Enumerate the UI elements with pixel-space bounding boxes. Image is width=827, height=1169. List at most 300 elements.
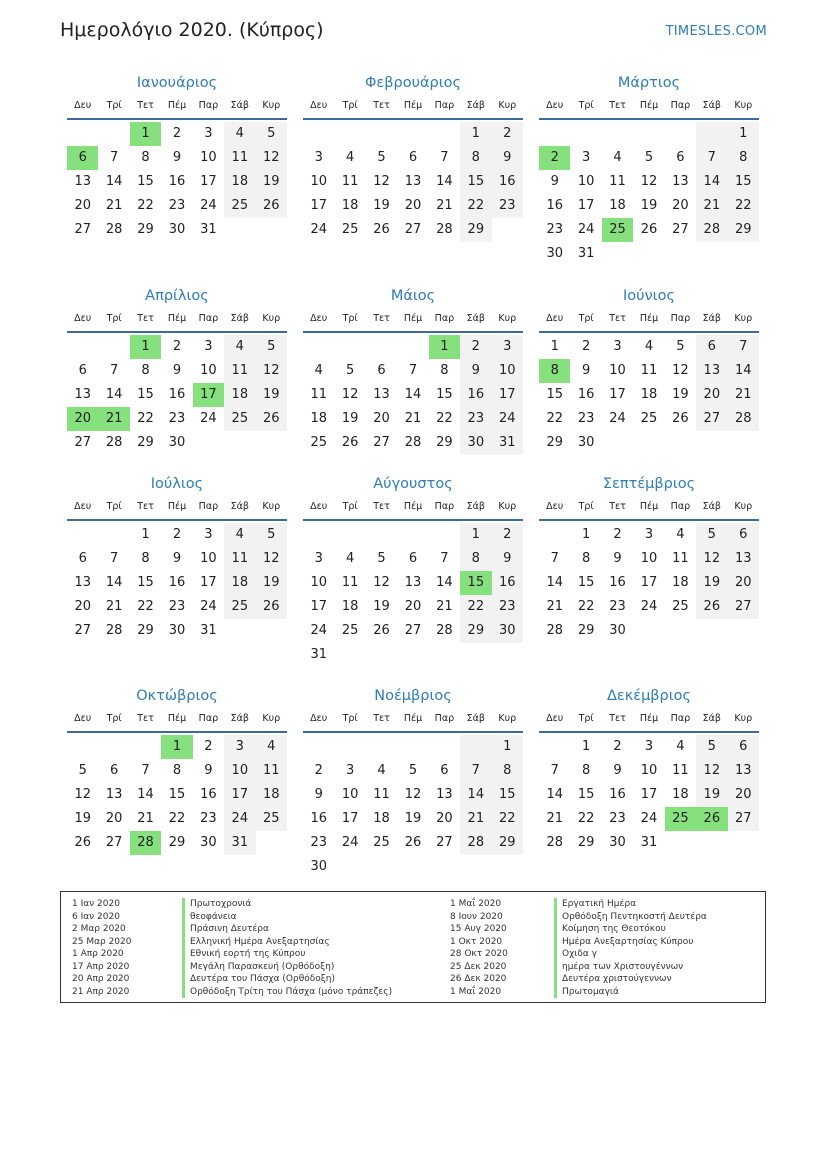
holiday-day-cell: 28 xyxy=(130,831,161,855)
day-cell: 6 xyxy=(109,763,119,778)
day-cell: 2 xyxy=(460,335,491,359)
day-cell: 14 xyxy=(546,787,563,802)
weekday-label: Πέμ xyxy=(639,501,659,512)
holiday-day-cell: 20 xyxy=(67,407,98,431)
day-cell: 9 xyxy=(314,787,323,802)
day-cell: 19 xyxy=(341,411,359,426)
day-cell: 7 xyxy=(696,146,727,170)
day-cell: 16 xyxy=(577,387,595,402)
day-cell: 24 xyxy=(577,222,595,237)
empty-cell xyxy=(303,523,334,547)
day-cell: 2 xyxy=(581,339,591,354)
month-calendar xyxy=(303,473,523,667)
weekday-label: Κυρ xyxy=(734,100,753,111)
legend-dates-left xyxy=(72,898,182,998)
day-cell: 9 xyxy=(550,174,559,189)
day-cell: 20 xyxy=(404,599,422,614)
day-cell: 27 xyxy=(672,222,689,237)
day-cell: 22 xyxy=(577,811,595,826)
empty-cell xyxy=(696,122,727,146)
holiday-day-cell: 25 xyxy=(665,807,696,831)
weekday-label: Τρί xyxy=(578,313,594,324)
day-cell: 9 xyxy=(204,763,213,778)
day-cell: 24 xyxy=(310,222,327,237)
day-cell: 23 xyxy=(546,222,563,237)
month-calendar xyxy=(67,72,287,242)
weekday-header xyxy=(539,707,759,733)
weekday-label: Πέμ xyxy=(403,501,423,512)
day-grid xyxy=(539,521,759,643)
empty-cell xyxy=(539,523,570,547)
day-cell: 5 xyxy=(408,763,418,778)
legend-holiday-name: θεοφάνεια xyxy=(182,911,432,924)
weekday-label: Σάβ xyxy=(466,713,485,724)
day-cell: 21 xyxy=(696,194,727,218)
day-cell: 24 xyxy=(200,599,217,614)
day-cell: 29 xyxy=(137,435,154,450)
day-cell: 3 xyxy=(204,339,213,354)
weekday-label: Τετ xyxy=(137,100,154,111)
day-cell: 25 xyxy=(224,595,255,619)
day-cell: 11 xyxy=(640,363,658,378)
day-cell: 7 xyxy=(550,763,559,778)
weekday-header xyxy=(539,495,759,521)
day-cell: 25 xyxy=(224,194,255,218)
legend-holiday-name: Εθνική εορτή της Κύπρου xyxy=(182,948,432,961)
weekday-label: Κυρ xyxy=(262,501,281,512)
day-cell: 4 xyxy=(345,551,355,566)
day-cell: 30 xyxy=(168,222,186,237)
empty-cell xyxy=(366,122,397,146)
weekday-label: Παρ xyxy=(670,713,691,724)
day-cell: 21 xyxy=(436,599,453,614)
day-cell: 6 xyxy=(696,335,727,359)
legend-date: 28 Οκτ 2020 xyxy=(450,949,508,959)
weekday-label: Τετ xyxy=(609,713,626,724)
day-cell: 5 xyxy=(377,150,386,165)
day-cell: 3 xyxy=(345,763,355,778)
day-cell: 18 xyxy=(609,198,626,213)
holiday-legend xyxy=(60,891,766,1003)
day-cell: 16 xyxy=(168,575,186,590)
empty-cell xyxy=(429,735,460,759)
day-cell: 26 xyxy=(672,411,689,426)
day-cell: 6 xyxy=(408,150,418,165)
day-cell: 2 xyxy=(172,126,182,141)
day-cell: 14 xyxy=(436,174,453,189)
day-cell: 29 xyxy=(436,435,453,450)
weekday-label: Τρί xyxy=(342,313,358,324)
legend-holiday-name: Πρωτοχρονιά xyxy=(182,898,432,911)
weekday-header xyxy=(303,94,523,120)
month-calendar xyxy=(539,473,759,643)
legend-holiday-name: ημέρα των Χριστουγέννων xyxy=(554,961,804,974)
day-cell: 7 xyxy=(728,335,759,359)
day-cell: 6 xyxy=(377,363,386,378)
day-cell: 19 xyxy=(640,198,658,213)
empty-cell xyxy=(303,735,334,759)
day-cell: 10 xyxy=(310,575,327,590)
weekday-label: Παρ xyxy=(670,100,691,111)
day-cell: 15 xyxy=(546,387,563,402)
day-cell: 14 xyxy=(436,575,453,590)
day-cell: 9 xyxy=(613,551,622,566)
day-cell: 1 xyxy=(581,739,591,754)
day-cell: 12 xyxy=(404,787,422,802)
day-cell: 11 xyxy=(373,787,390,802)
empty-cell xyxy=(67,523,98,547)
day-cell: 2 xyxy=(613,739,622,754)
day-cell: 26 xyxy=(256,595,287,619)
day-cell: 4 xyxy=(613,150,622,165)
day-cell: 1 xyxy=(492,735,523,759)
day-cell: 23 xyxy=(609,599,626,614)
empty-cell xyxy=(334,335,365,359)
empty-cell xyxy=(366,523,397,547)
weekday-label: Πέμ xyxy=(403,713,423,724)
legend-names-left xyxy=(182,898,432,998)
day-cell: 29 xyxy=(577,835,595,850)
weekday-header xyxy=(67,94,287,120)
month-name: Απρίλιος xyxy=(145,288,209,304)
empty-cell xyxy=(303,335,334,359)
day-cell: 29 xyxy=(728,218,759,242)
weekday-label: Πέμ xyxy=(403,313,423,324)
day-cell: 11 xyxy=(224,359,255,383)
day-cell: 28 xyxy=(696,218,727,242)
weekday-label: Σάβ xyxy=(466,501,485,512)
day-cell: 11 xyxy=(310,387,327,402)
day-cell: 18 xyxy=(224,170,255,194)
day-cell: 23 xyxy=(492,194,523,218)
weekday-label: Πέμ xyxy=(167,713,187,724)
legend-date: 20 Απρ 2020 xyxy=(72,974,130,984)
weekday-label: Κυρ xyxy=(262,713,281,724)
weekday-label: Δευ xyxy=(74,501,92,512)
day-cell: 23 xyxy=(609,811,626,826)
day-cell: 16 xyxy=(200,787,217,802)
day-cell: 27 xyxy=(728,595,759,619)
empty-cell xyxy=(366,335,397,359)
day-cell: 10 xyxy=(224,759,255,783)
day-cell: 17 xyxy=(609,387,626,402)
weekday-label: Πέμ xyxy=(167,100,187,111)
day-cell: 8 xyxy=(728,146,759,170)
weekday-label: Κυρ xyxy=(498,100,517,111)
day-cell: 13 xyxy=(373,387,390,402)
day-cell: 26 xyxy=(373,623,390,638)
day-cell: 4 xyxy=(224,523,255,547)
weekday-label: Δευ xyxy=(546,313,564,324)
weekday-label: Πέμ xyxy=(639,313,659,324)
day-cell: 22 xyxy=(436,411,453,426)
day-cell: 22 xyxy=(577,599,595,614)
day-cell: 28 xyxy=(105,435,123,450)
legend-date: 1 Μαΐ 2020 xyxy=(450,899,502,909)
day-cell: 18 xyxy=(224,383,255,407)
day-cell: 19 xyxy=(373,599,390,614)
day-cell: 15 xyxy=(168,787,186,802)
day-cell: 16 xyxy=(168,387,186,402)
day-cell: 12 xyxy=(373,174,390,189)
day-cell: 3 xyxy=(581,150,591,165)
day-cell: 8 xyxy=(460,146,491,170)
legend-holiday-name: Ημέρα Ανεξαρτησίας Κύπρου xyxy=(554,936,804,949)
month-name: Νοέμβριος xyxy=(374,688,452,704)
weekday-label: Τρί xyxy=(106,313,122,324)
day-cell: 30 xyxy=(200,835,217,850)
empty-cell xyxy=(539,735,570,759)
empty-cell xyxy=(602,122,633,146)
weekday-label: Κυρ xyxy=(498,713,517,724)
day-cell: 14 xyxy=(546,575,563,590)
month-calendar xyxy=(303,285,523,455)
day-cell: 24 xyxy=(609,411,626,426)
day-cell: 21 xyxy=(460,807,491,831)
legend-date: 1 Μαΐ 2020 xyxy=(450,986,502,997)
day-grid xyxy=(539,733,759,855)
day-cell: 5 xyxy=(644,150,654,165)
day-cell: 13 xyxy=(728,759,759,783)
weekday-label: Πέμ xyxy=(403,100,423,111)
legend-holiday-name: Μεγάλη Παρασκευή (Ορθόδοξη) xyxy=(182,961,432,974)
day-cell: 20 xyxy=(436,811,453,826)
day-cell: 22 xyxy=(168,811,186,826)
weekday-label: Τρί xyxy=(106,501,122,512)
empty-cell xyxy=(397,735,428,759)
day-cell: 5 xyxy=(345,363,355,378)
day-cell: 14 xyxy=(460,783,491,807)
day-cell: 17 xyxy=(640,787,658,802)
day-cell: 9 xyxy=(172,551,182,566)
weekday-label: Κυρ xyxy=(734,313,753,324)
day-cell: 3 xyxy=(204,527,213,542)
day-cell: 29 xyxy=(460,218,491,242)
day-cell: 30 xyxy=(609,623,626,638)
day-cell: 27 xyxy=(404,222,422,237)
day-cell: 4 xyxy=(345,150,355,165)
day-cell: 2 xyxy=(314,763,323,778)
day-cell: 7 xyxy=(109,363,119,378)
legend-date: 2 Μαρ 2020 xyxy=(72,924,126,934)
day-cell: 21 xyxy=(436,198,453,213)
weekday-label: Παρ xyxy=(434,313,455,324)
day-cell: 9 xyxy=(581,363,591,378)
day-cell: 3 xyxy=(613,339,622,354)
holiday-day-cell: 6 xyxy=(67,146,98,170)
month-calendar xyxy=(67,685,287,855)
day-grid xyxy=(67,333,287,455)
empty-cell xyxy=(334,122,365,146)
day-cell: 27 xyxy=(373,435,390,450)
day-cell: 10 xyxy=(310,174,327,189)
holiday-day-cell: 21 xyxy=(98,407,129,431)
day-cell: 17 xyxy=(577,198,595,213)
day-cell: 12 xyxy=(256,547,287,571)
day-cell: 1 xyxy=(141,527,150,542)
weekday-label: Τετ xyxy=(373,501,390,512)
day-cell: 23 xyxy=(168,198,186,213)
day-cell: 9 xyxy=(172,363,182,378)
day-cell: 14 xyxy=(404,387,422,402)
day-cell: 13 xyxy=(74,174,91,189)
day-cell: 27 xyxy=(105,835,123,850)
weekday-label: Παρ xyxy=(434,713,455,724)
day-cell: 27 xyxy=(728,807,759,831)
day-cell: 18 xyxy=(224,571,255,595)
weekday-label: Σάβ xyxy=(466,313,485,324)
day-cell: 18 xyxy=(672,787,689,802)
day-cell: 22 xyxy=(137,599,154,614)
day-grid xyxy=(539,120,759,266)
day-cell: 16 xyxy=(492,571,523,595)
day-cell: 25 xyxy=(341,222,359,237)
weekday-label: Παρ xyxy=(198,100,219,111)
day-cell: 25 xyxy=(341,623,359,638)
day-cell: 24 xyxy=(310,623,327,638)
legend-date: 8 Ιουν 2020 xyxy=(450,911,503,922)
legend-dates-right xyxy=(450,898,560,998)
empty-cell xyxy=(334,735,365,759)
day-cell: 11 xyxy=(341,174,359,189)
day-cell: 16 xyxy=(168,174,186,189)
weekday-label: Δευ xyxy=(546,100,564,111)
day-cell: 9 xyxy=(492,547,523,571)
day-cell: 23 xyxy=(460,407,491,431)
weekday-label: Τρί xyxy=(578,100,594,111)
day-cell: 15 xyxy=(137,575,154,590)
day-cell: 20 xyxy=(373,411,390,426)
weekday-label: Σάβ xyxy=(230,100,249,111)
legend-holiday-name: Δευτέρα του Πάσχα (Ορθόδοξη) xyxy=(182,973,432,986)
day-cell: 3 xyxy=(204,126,213,141)
day-cell: 2 xyxy=(492,523,523,547)
day-cell: 22 xyxy=(546,411,563,426)
legend-holiday-name: Ορθόδοξη Πεντηκοστή Δευτέρα xyxy=(554,911,804,924)
day-cell: 1 xyxy=(728,122,759,146)
day-cell: 19 xyxy=(696,783,727,807)
empty-cell xyxy=(633,122,664,146)
weekday-label: Δευ xyxy=(310,713,328,724)
holiday-day-cell: 1 xyxy=(429,335,460,359)
weekday-label: Τρί xyxy=(578,713,594,724)
day-cell: 24 xyxy=(200,411,217,426)
day-cell: 7 xyxy=(440,150,449,165)
day-cell: 28 xyxy=(404,435,422,450)
weekday-label: Τετ xyxy=(137,713,154,724)
day-grid xyxy=(303,521,523,667)
day-cell: 12 xyxy=(696,759,727,783)
day-cell: 13 xyxy=(696,359,727,383)
holiday-day-cell: 1 xyxy=(161,735,192,759)
holiday-day-cell: 1 xyxy=(130,122,161,146)
day-cell: 13 xyxy=(672,174,689,189)
site-link[interactable]: TIMESLES.COM xyxy=(665,24,767,39)
day-cell: 5 xyxy=(256,122,287,146)
empty-cell xyxy=(67,122,98,146)
day-cell: 30 xyxy=(168,623,186,638)
holiday-day-cell: 8 xyxy=(539,359,570,383)
day-cell: 12 xyxy=(373,575,390,590)
day-cell: 30 xyxy=(492,619,523,643)
day-cell: 21 xyxy=(546,811,563,826)
weekday-label: Δευ xyxy=(74,713,92,724)
weekday-label: Σάβ xyxy=(702,313,721,324)
day-grid xyxy=(67,733,287,855)
day-cell: 16 xyxy=(310,811,327,826)
weekday-label: Δευ xyxy=(74,313,92,324)
holiday-day-cell: 15 xyxy=(460,571,491,595)
day-cell: 31 xyxy=(492,431,523,455)
day-cell: 17 xyxy=(224,783,255,807)
day-cell: 30 xyxy=(577,435,595,450)
day-cell: 30 xyxy=(609,835,626,850)
weekday-label: Παρ xyxy=(670,313,691,324)
weekday-label: Τρί xyxy=(106,713,122,724)
empty-cell xyxy=(570,122,601,146)
empty-cell xyxy=(98,523,129,547)
day-cell: 11 xyxy=(672,763,689,778)
empty-cell xyxy=(98,122,129,146)
day-cell: 20 xyxy=(74,198,91,213)
day-cell: 11 xyxy=(672,551,689,566)
day-cell: 15 xyxy=(436,387,453,402)
day-cell: 12 xyxy=(640,174,658,189)
day-cell: 10 xyxy=(200,150,217,165)
day-cell: 1 xyxy=(460,523,491,547)
month-calendar xyxy=(303,72,523,242)
day-grid xyxy=(303,733,523,879)
day-cell: 18 xyxy=(256,783,287,807)
day-cell: 27 xyxy=(696,407,727,431)
day-cell: 2 xyxy=(204,739,213,754)
day-cell: 24 xyxy=(492,407,523,431)
day-cell: 29 xyxy=(460,619,491,643)
day-cell: 15 xyxy=(577,575,595,590)
empty-cell xyxy=(539,122,570,146)
day-cell: 20 xyxy=(728,571,759,595)
weekday-label: Παρ xyxy=(198,313,219,324)
legend-date: 26 Δεκ 2020 xyxy=(450,974,507,984)
empty-cell xyxy=(397,122,428,146)
day-cell: 18 xyxy=(310,411,327,426)
month-name: Ιούνιος xyxy=(623,288,675,304)
day-cell: 5 xyxy=(696,735,727,759)
day-cell: 14 xyxy=(728,359,759,383)
day-cell: 8 xyxy=(141,551,150,566)
day-cell: 28 xyxy=(728,407,759,431)
day-cell: 16 xyxy=(609,787,626,802)
day-cell: 14 xyxy=(696,170,727,194)
weekday-label: Σάβ xyxy=(230,313,249,324)
day-cell: 7 xyxy=(141,763,150,778)
day-cell: 22 xyxy=(137,198,154,213)
weekday-label: Τετ xyxy=(609,501,626,512)
weekday-label: Τετ xyxy=(373,313,390,324)
weekday-label: Σάβ xyxy=(702,100,721,111)
day-cell: 4 xyxy=(644,339,654,354)
day-cell: 27 xyxy=(436,835,453,850)
month-calendar xyxy=(67,473,287,643)
day-cell: 15 xyxy=(492,783,523,807)
day-cell: 18 xyxy=(341,599,359,614)
day-cell: 3 xyxy=(492,335,523,359)
month-name: Ιούλιος xyxy=(150,476,204,492)
empty-cell xyxy=(334,523,365,547)
weekday-label: Τετ xyxy=(373,100,390,111)
day-cell: 13 xyxy=(404,174,422,189)
day-cell: 13 xyxy=(404,575,422,590)
